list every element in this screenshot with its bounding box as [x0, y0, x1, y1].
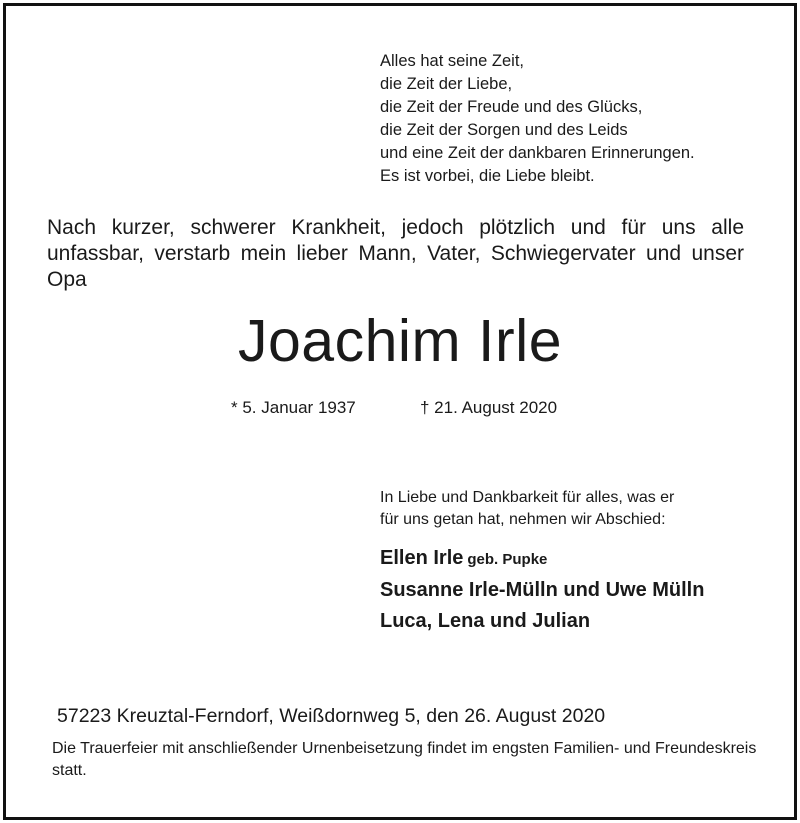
- mourner-name: Ellen Irle: [380, 547, 464, 569]
- poem-line: Es ist vorbei, die Liebe bleibt.: [380, 167, 595, 185]
- birth-date: * 5. Januar 1937: [231, 398, 356, 417]
- death-date: † 21. August 2020: [420, 398, 558, 417]
- mourner-name: Luca, Lena und Julian: [380, 610, 591, 632]
- mourners-list: [380, 543, 704, 637]
- farewell-line: In Liebe und Dankbarkeit für alles, was er: [380, 489, 675, 506]
- poem-line: die Zeit der Liebe,: [380, 75, 513, 93]
- poem-line: Alles hat seine Zeit,: [380, 52, 524, 70]
- mourner-entry: [380, 543, 704, 575]
- poem-line: die Zeit der Sorgen und des Leids: [380, 121, 628, 139]
- mourner-name: Susanne Irle-Mülln und Uwe Mülln: [380, 579, 705, 601]
- address-line: 57223 Kreuztal-Ferndorf, Weißdornweg 5, den 26. August 2020: [57, 705, 606, 727]
- poem-line: die Zeit der Freude und des Glücks,: [380, 98, 643, 116]
- poem-line: und eine Zeit der dankbaren Erinnerungen.: [380, 144, 695, 162]
- announcement-text: Nach kurzer, schwerer Krankheit, jedoch plötzlich und für uns alle unfassbar, verstarb mein lieber Mann, Vater, Schwiegervater und unser Opa: [47, 216, 744, 291]
- ceremony-note: Die Trauerfeier mit anschließender Urnenbeisetzung findet im engsten Familien- und Freundeskreis statt.: [52, 740, 757, 779]
- farewell-line: für uns getan hat, nehmen wir Abschied:: [380, 511, 666, 528]
- mourner-entry: [380, 606, 704, 637]
- mourner-note: geb. Pupke: [467, 551, 548, 568]
- farewell-text: [380, 487, 674, 531]
- mourner-entry: [380, 575, 704, 606]
- poem: [380, 50, 695, 188]
- deceased-name: Joachim Irle: [237, 308, 563, 374]
